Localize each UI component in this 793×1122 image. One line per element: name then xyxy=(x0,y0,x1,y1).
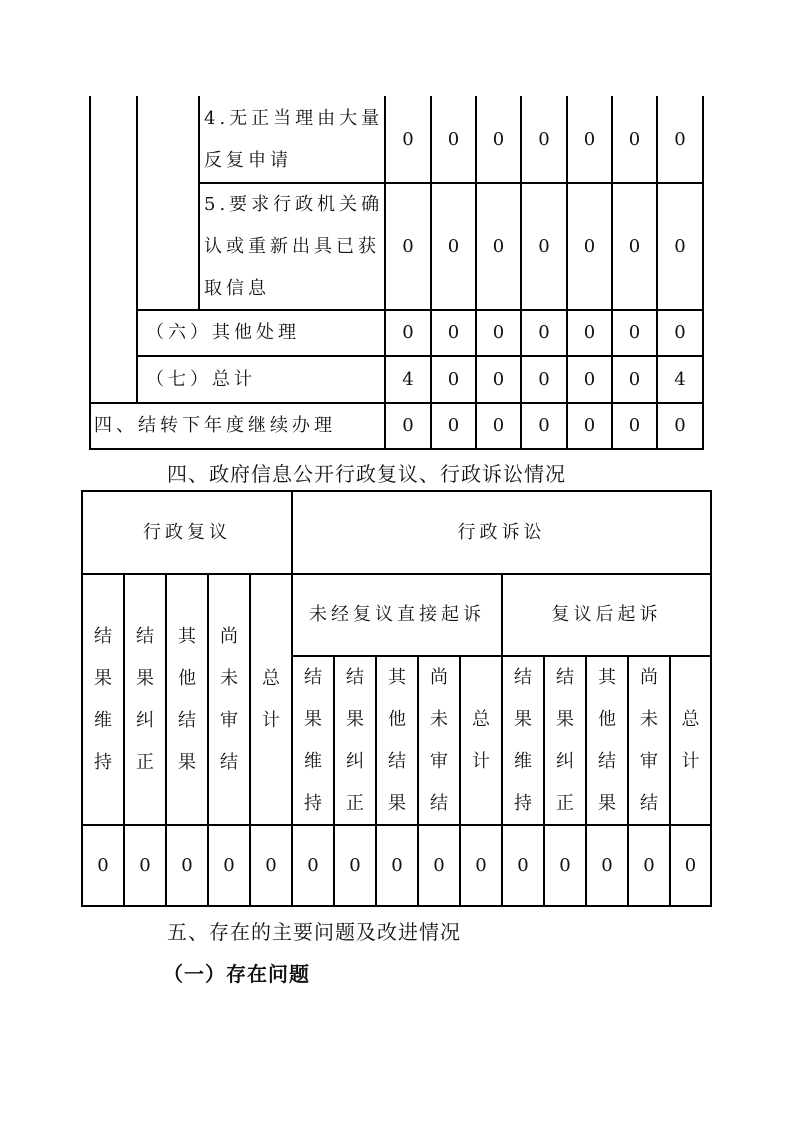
table-cell: 0 xyxy=(583,415,596,436)
col-header-total: 总 计 xyxy=(681,708,700,772)
table-cell: 0 xyxy=(583,368,596,390)
table-cell: 0 xyxy=(181,854,193,876)
col-header-pending: 尚 未 审 结 xyxy=(220,625,238,773)
table-cell: 0 xyxy=(684,854,697,876)
table-cell: 0 xyxy=(492,322,505,343)
table-cell: 0 xyxy=(402,235,414,257)
table-cell: 0 xyxy=(517,854,529,876)
row-label-line: 4.无正当理由大量 xyxy=(204,108,384,129)
col-header-other-result: 其 他 结 果 xyxy=(178,625,196,773)
table-cell: 0 xyxy=(402,415,414,436)
table-cell: 0 xyxy=(628,129,641,150)
col-header-result-corrected: 结 果 纠 正 xyxy=(556,666,574,814)
row-label-line: 认或重新出具已获 xyxy=(204,236,380,257)
col-header-other-result: 其 他 结 果 xyxy=(388,666,406,814)
col-header-pending: 尚 未 审 结 xyxy=(640,666,658,814)
table-cell: 0 xyxy=(674,415,686,436)
table-cell: 0 xyxy=(492,129,505,150)
table-cell: 0 xyxy=(139,854,151,876)
row-label: （七）总计 xyxy=(146,368,256,390)
table-cell: 0 xyxy=(538,415,550,436)
table-cell: 0 xyxy=(583,235,596,257)
row-label xyxy=(204,98,383,182)
table-cell: 0 xyxy=(447,415,460,436)
col-header-result-upheld: 结 果 维 持 xyxy=(514,666,532,814)
table-cell: 0 xyxy=(559,854,571,876)
table-cell: 0 xyxy=(492,415,505,436)
col-header-pending: 尚 未 审 结 xyxy=(430,666,448,814)
col-header-result-corrected: 结 果 纠 正 xyxy=(136,625,154,773)
table-cell: 0 xyxy=(349,854,361,876)
col-header-other-result: 其 他 结 果 xyxy=(598,666,616,814)
section-heading-review-litigation: 四、政府信息公开行政复议、行政诉讼情况 xyxy=(167,462,566,486)
header-administrative-review: 行政复议 xyxy=(143,521,231,543)
table-cell: 0 xyxy=(447,235,460,257)
table-cell: 0 xyxy=(628,368,641,390)
table-cell: 0 xyxy=(628,322,641,343)
col-header-result-upheld: 结 果 维 持 xyxy=(304,666,322,814)
row-label: 四、结转下年度继续办理 xyxy=(94,415,336,436)
table-cell: 0 xyxy=(674,322,686,343)
table-cell: 0 xyxy=(447,129,460,150)
header-administrative-litigation: 行政诉讼 xyxy=(457,521,546,543)
section-heading-issues-improvements: 五、存在的主要问题及改进情况 xyxy=(167,920,461,944)
table-cell: 0 xyxy=(402,322,414,343)
table-cell: 0 xyxy=(601,854,613,876)
row-label xyxy=(204,184,383,310)
table-cell: 0 xyxy=(643,854,655,876)
table-cell: 0 xyxy=(97,854,109,876)
header-litigation-after-review: 复议后起诉 xyxy=(551,604,662,625)
table-cell: 0 xyxy=(492,368,505,390)
subsection-heading-existing-issues: （一）存在问题 xyxy=(163,962,310,986)
table-cell: 0 xyxy=(447,368,460,390)
table-cell: 0 xyxy=(674,235,686,257)
col-header-result-corrected: 结 果 纠 正 xyxy=(346,666,364,814)
table-cell: 0 xyxy=(538,235,550,257)
row-label-line: 5.要求行政机关确 xyxy=(204,194,384,215)
col-header-total: 总 计 xyxy=(472,708,490,772)
col-header-result-upheld: 结 果 维 持 xyxy=(94,625,112,773)
col-header-total: 总 计 xyxy=(262,667,280,731)
table-cell: 0 xyxy=(538,322,550,343)
table-cell: 0 xyxy=(492,235,505,257)
row-label: （六）其他处理 xyxy=(146,322,300,343)
table-cell: 0 xyxy=(223,854,235,876)
table-cell: 0 xyxy=(583,129,596,150)
table-cell: 0 xyxy=(433,854,445,876)
table-cell: 0 xyxy=(391,854,403,876)
table-cell: 0 xyxy=(265,854,277,876)
row-label-line: 取信息 xyxy=(204,278,270,299)
table-cell: 0 xyxy=(628,415,641,436)
table-cell: 0 xyxy=(447,322,460,343)
table-cell: 0 xyxy=(538,368,550,390)
table-cell: 4 xyxy=(402,368,414,390)
table-cell: 0 xyxy=(583,322,596,343)
table-cell: 0 xyxy=(402,129,414,150)
table-cell: 0 xyxy=(538,129,550,150)
table-cell: 4 xyxy=(674,368,686,390)
header-direct-litigation: 未经复议直接起诉 xyxy=(309,604,485,625)
table-cell: 0 xyxy=(628,235,641,257)
table-cell: 0 xyxy=(674,129,686,150)
row-label-line: 反复申请 xyxy=(204,150,292,171)
table-cell: 0 xyxy=(307,854,319,876)
table-cell: 0 xyxy=(475,854,487,876)
